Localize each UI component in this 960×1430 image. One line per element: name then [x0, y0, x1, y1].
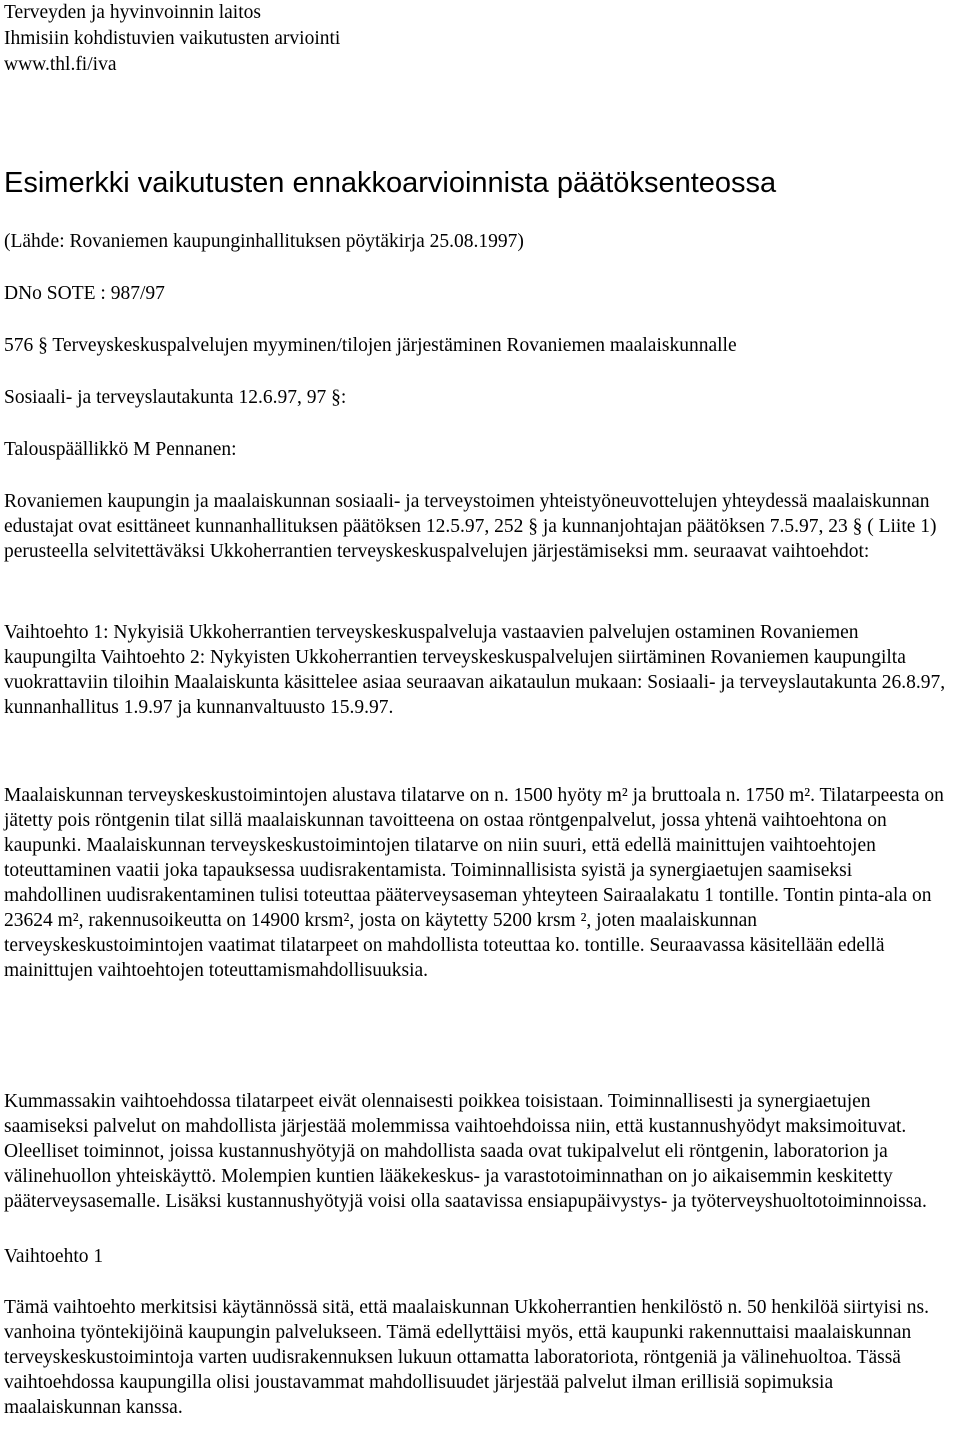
- organization-unit: Ihmisiin kohdistuvien vaikutusten arviointi: [4, 28, 341, 49]
- speaker-line: Talouspäällikkö M Pennanen:: [4, 439, 237, 460]
- paragraph-synergy: Kummassakin vaihtoehdossa tilatarpeet eivät olennaisesti poikkea toisistaan. Toiminnallisesti ja synergiaetujen saamiseksi palvelut on mahdollista järjestää molemmissa vaihtoehdoissa niin, että kustannushyödyt maksimoituvat. Oleelliset toiminnot, joissa kustannushyötyjä on mahdollista saada ovat tukipalvelut eli röntgenin, laboratorion ja välinehuollon yhteiskäyttö. Molempien kuntien lääkekeskus- ja varastotoiminnathan on jo aikaisemmin keskitetty pääterveysasemalle. Lisäksi kustannushyötyjä voisi olla saatavissa ensiapupäivystys- ja työterveyshuoltotoiminnoissa.: [4, 1091, 927, 1212]
- paragraph-space-needs: Maalaiskunnan terveyskeskustoimintojen alustava tilatarve on n. 1500 hyöty m² ja bruttoala n. 1750 m². Tilatarpeesta on jätetty pois röntgenin tilat sillä maalaiskunnan tavoitteena on ostaa röntgenpalvelut, jossa yhtenä vaihtoehtona on kaupunki. Maalaiskunnan terveyskeskustoimintojen tilatarve on niin suuri, että edellä mainittujen vaihtoehtojen toteuttaminen vaatii joka tapauksessa uudisrakentamista. Toiminnallisista syistä ja synergiaetujen saamiseksi mahdollinen uudisrakentaminen tulisi toteuttaa pääterveysaseman yhteyteen Sairaalakatu 1 tontille. Tontin pinta-ala on 23624 m², rakennusoikeutta on 14900 krsm², josta on käytetty 5200 krsm ², joten maalaiskunnan terveyskeskustoimintojen vaatimat tilatarpeet on mahdollista toteuttaa ko. tontille. Seuraavassa käsitellään edellä mainittujen vaihtoehtojen toteuttamismahdollisuuksia.: [4, 785, 944, 981]
- subheading-option-1: Vaihtoehto 1: [4, 1246, 104, 1267]
- paragraph-options-intro: Rovaniemen kaupungin ja maalaiskunnan sosiaali- ja terveystoimen yhteistyöneuvottelujen yhteydessä maalaiskunnan edustajat ovat esittäneet kunnanhallituksen päätöksen 12.5.97, 252 § ja kunnanjohtajan päätöksen 7.5.97, 23 § ( Liite 1) perusteella selvitettäväksi Ukkoherrantien terveyskeskuspalvelujen järjestämiseksi mm. seuraavat vaihtoehdot:: [4, 491, 937, 562]
- organization-name: Terveyden ja hyvinvoinnin laitos: [4, 2, 261, 23]
- document-header: [4, 0, 954, 78]
- section-item: 576 § Terveyskeskuspalvelujen myyminen/tilojen järjestäminen Rovaniemen maalaiskunnalle: [4, 335, 737, 356]
- source-note: (Lähde: Rovaniemen kaupunginhallituksen pöytäkirja 25.08.1997): [4, 231, 524, 252]
- board-reference: Sosiaali- ja terveyslautakunta 12.6.97, 97 §:: [4, 387, 347, 408]
- paragraph-option-1: Tämä vaihtoehto merkitsisi käytännössä sitä, että maalaiskunnan Ukkoherrantien henkilöstö n. 50 henkilöä siirtyisi ns. vanhoina työntekijöinä kaupungin palvelukseen. Tämä edellyttäisi myös, että kaupunki rakennuttaisi maalaiskunnan terveyskeskustoimintoja varten uudisrakennuksen lukuun ottamatta laboratoriota, röntgeniä ja välinehuoltoa. Tässä vaihtoehdossa kaupungilla olisi joustavammat mahdollisuudet järjestää palvelut ilman erillisiä sopimuksia maalaiskunnan kanssa.: [4, 1297, 929, 1418]
- document-title: Esimerkki vaikutusten ennakkoarvioinnista päätöksenteossa: [4, 167, 777, 199]
- organization-url[interactable]: www.thl.fi/iva: [4, 54, 117, 75]
- paragraph-options: Vaihtoehto 1: Nykyisiä Ukkoherrantien terveyskeskuspalveluja vastaavien palvelujen ostaminen Rovaniemen kaupungilta Vaihtoehto 2: Nykyisten Ukkoherrantien terveyskeskuspalvelujen siirtäminen Rovaniemen kaupungilta vuokrattaviin tiloihin Maalaiskunta käsittelee asiaa seuraavan aikataulun mukaan: Sosiaali- ja terveyslautakunta 26.8.97, kunnanhallitus 1.9.97 ja kunnanvaltuusto 15.9.97.: [4, 622, 946, 718]
- diary-number: DNo SOTE : 987/97: [4, 283, 165, 304]
